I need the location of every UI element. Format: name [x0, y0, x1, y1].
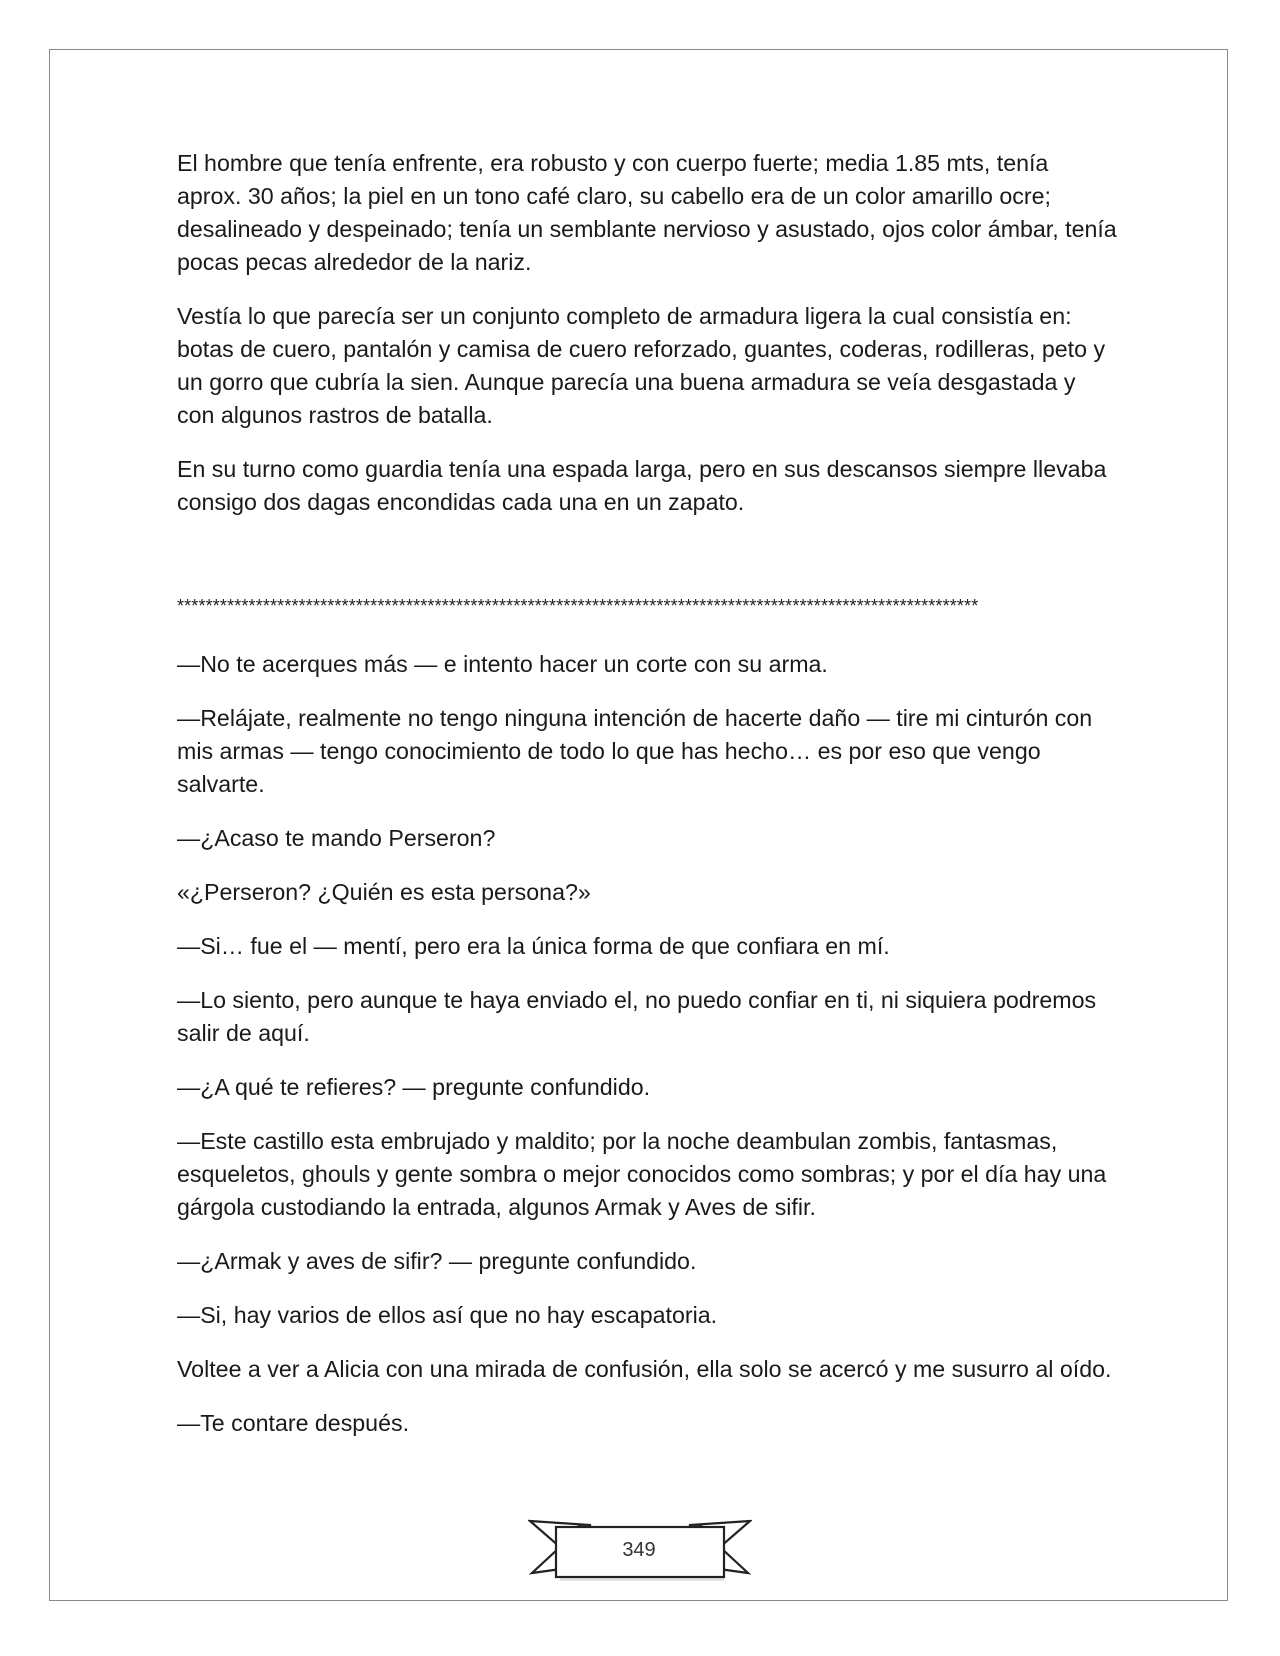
dialogue-line: —Si… fue el — mentí, pero era la única forma de que confiara en mí.	[177, 933, 890, 959]
thought-line: «¿Perseron? ¿Quién es esta persona?»	[177, 879, 591, 905]
dialogue-line: —No te acerques más — e intento hacer un corte con su arma.	[177, 651, 828, 677]
dialogue-line: —¿Acaso te mando Perseron?	[177, 825, 496, 851]
page-content	[177, 147, 1117, 1461]
dialogue-line: —Este castillo esta embrujado y maldito; por la noche deambulan zombis, fantasmas, esqueletos, ghouls y gente sombra o mejor conocidos como sombras; y por el día hay una gárgola custodiando la entrada, algunos Armak y Aves de sifir.	[177, 1128, 1107, 1220]
dialogue-line: —¿A qué te refieres? — pregunte confundido.	[177, 1074, 651, 1100]
dialogue-line: —Si, hay varios de ellos así que no hay escapatoria.	[177, 1302, 718, 1328]
dialogue-line: —Lo siento, pero aunque te haya enviado el, no puedo confiar en ti, ni siquiera podremos salir de aquí.	[177, 987, 1097, 1046]
paragraph: Vestía lo que parecía ser un conjunto completo de armadura ligera la cual consistía en: botas de cuero, pantalón y camisa de cuero reforzado, guantes, coderas, rodilleras, peto y un gorro que cubría la sien. Aunque parecía una buena armadura se veía desgastada y con algunos rastros de batalla.	[177, 303, 1106, 428]
section-separator: ****************************************************************************************************************	[177, 596, 979, 616]
paragraph: En su turno como guardia tenía una espada larga, pero en sus descansos siempre llevaba consigo dos dagas encondidas cada una en un zapato.	[177, 456, 1107, 515]
dialogue-line: —Te contare después.	[177, 1410, 410, 1436]
page-number-banner	[528, 1515, 752, 1585]
dialogue-line: —¿Armak y aves de sifir? — pregunte confundido.	[177, 1248, 697, 1274]
dialogue-line: —Relájate, realmente no tengo ninguna intención de hacerte daño — tire mi cinturón con mis armas — tengo conocimiento de todo lo que has hecho… es por eso que vengo salvarte.	[177, 705, 1093, 797]
paragraph: Voltee a ver a Alicia con una mirada de confusión, ella solo se acercó y me susurro al oído.	[177, 1356, 1112, 1382]
paragraph: El hombre que tenía enfrente, era robusto y con cuerpo fuerte; media 1.85 mts, tenía aprox. 30 años; la piel en un tono café claro, su cabello era de un color amarillo ocre; desalineado y despeinado; tenía un semblante nervioso y asustado, ojos color ámbar, tenía pocas pecas alrededor de la nariz.	[177, 150, 1117, 275]
page-number: 349	[622, 1539, 656, 1561]
